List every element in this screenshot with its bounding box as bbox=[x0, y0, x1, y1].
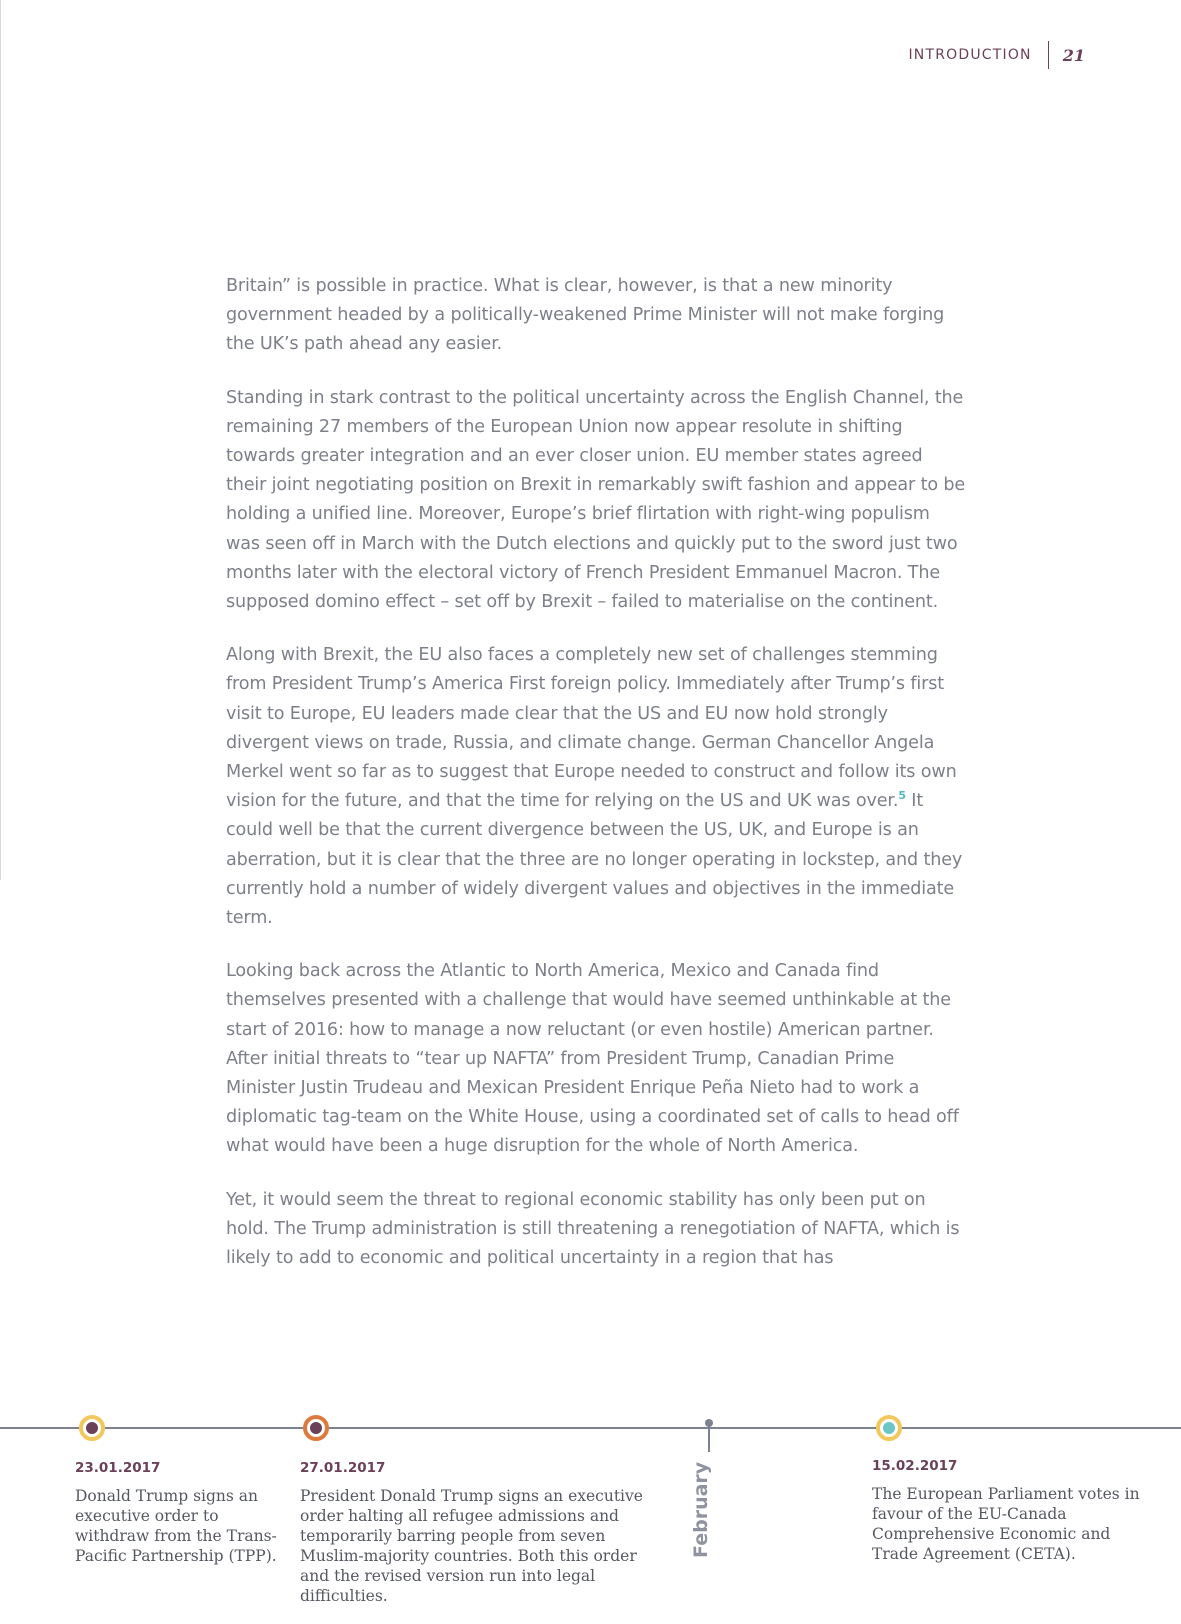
timeline-event bbox=[300, 1460, 670, 1606]
paragraph-3-text-after: It could well be that the current divergence between the US, UK, and Europe is an aberration, but it is clear that the three are no longer operating in lockstep, and they currently hold a number of widely divergent values and objectives in the immediate term. bbox=[226, 791, 963, 929]
timeline-marker-23-01 bbox=[79, 1415, 105, 1441]
event-date: 15.02.2017 bbox=[872, 1458, 958, 1474]
paragraph-5: Yet, it would seem the threat to regional economic stability has only been put on hold. The Trump administration is still threatening a renegotiation of NAFTA, which is likely to add to economic and political uncertainty in a region that has bbox=[226, 1189, 960, 1269]
page-number: 21 bbox=[1062, 45, 1085, 65]
event-date: 27.01.2017 bbox=[300, 1460, 386, 1476]
marker-dot bbox=[86, 1422, 98, 1434]
marker-dot bbox=[310, 1422, 322, 1434]
article-body bbox=[226, 272, 966, 1297]
timeline-marker-27-01 bbox=[303, 1415, 329, 1441]
timeline-event bbox=[872, 1458, 1152, 1564]
timeline-axis bbox=[0, 1427, 1181, 1429]
paragraph-4: Looking back across the Atlantic to North America, Mexico and Canada find themselves presented with a challenge that would have seemed unthinkable at the start of 2016: how to manage a now reluctant (or even hostile) American partner. After initial threats to “tear up NAFTA” from President Trump, Canadian Prime Minister Justin Trudeau and Mexican President Enrique Peña Nieto had to work a diplomatic tag-team on the White House, using a coordinated set of calls to head off what would have been a huge disruption for the whole of North America. bbox=[226, 961, 959, 1157]
month-divider bbox=[708, 1422, 710, 1452]
event-date: 23.01.2017 bbox=[75, 1460, 161, 1476]
running-header bbox=[908, 41, 1085, 69]
paragraph-3 bbox=[226, 641, 966, 933]
header-separator bbox=[1048, 41, 1049, 69]
page-edge-rule bbox=[0, 0, 1, 880]
event-description: President Donald Trump signs an executive order halting all refugee admissions and temporarily barring people from seven Muslim-majority countries. Both this order and the revised version run into legal difficulties. bbox=[300, 1487, 643, 1605]
timeline-marker-15-02 bbox=[876, 1415, 902, 1441]
marker-dot bbox=[883, 1422, 895, 1434]
section-title: INTRODUCTION bbox=[908, 47, 1032, 63]
paragraph-3-text-before: Along with Brexit, the EU also faces a completely new set of challenges stemming from President Trump’s America First foreign policy. Immediately after Trump’s first visit to Europe, EU leaders made clear that the US and EU now hold strongly divergent views on trade, Russia, and climate change. German Chancellor Angela Merkel went so far as to suggest that Europe needed to construct and follow its own vision for the future, and that the time for relying on the US and UK was over. bbox=[226, 645, 957, 812]
footnote-reference[interactable]: 5 bbox=[898, 789, 906, 803]
paragraph-2: Standing in stark contrast to the political uncertainty across the English Channel, the remaining 27 members of the European Union now appear resolute in shifting towards greater integration and an ever closer union. EU member states agreed their joint negotiating position on Brexit in remarkably swift fashion and appear to be holding a unified line. Moreover, Europe’s brief flirtation with right-wing populism was seen off in March with the Dutch elections and quickly put to the sword just two months later with the electoral victory of French President Emmanuel Macron. The supposed domino effect – set off by Brexit – failed to materialise on the continent. bbox=[226, 387, 966, 613]
event-description: Donald Trump signs an executive order to withdraw from the Trans-Pacific Partnership (TPP). bbox=[75, 1487, 277, 1565]
paragraph-1: Britain” is possible in practice. What is clear, however, is that a new minority government headed by a politically-weakened Prime Minister will not make forging the UK’s path ahead any easier. bbox=[226, 276, 945, 355]
timeline-event bbox=[75, 1460, 285, 1566]
event-description: The European Parliament votes in favour of the EU-Canada Comprehensive Economic and Trade Agreement (CETA). bbox=[872, 1485, 1140, 1563]
month-label: February bbox=[690, 1461, 712, 1558]
